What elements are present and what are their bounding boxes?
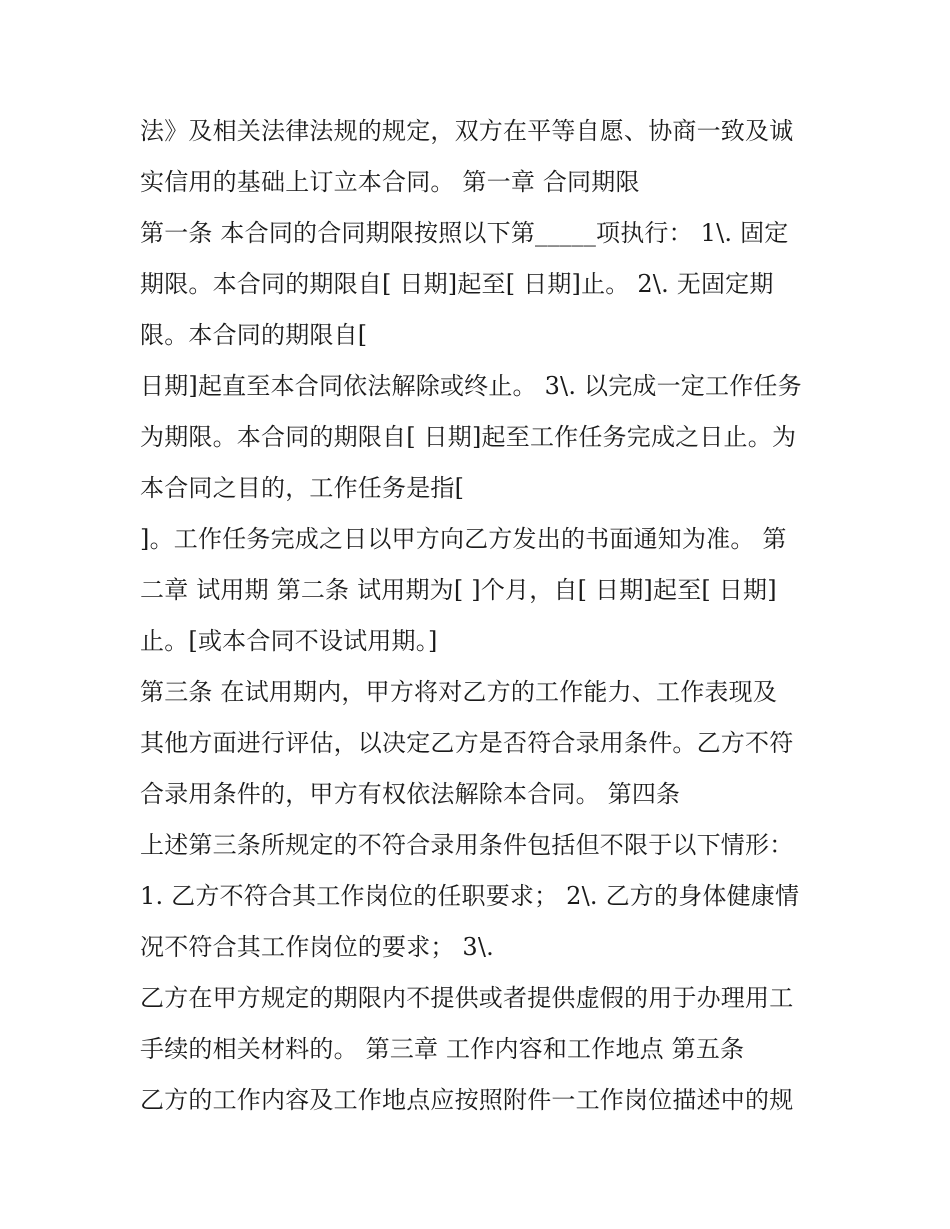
text-line: 本合同之目的，工作任务是指[: [140, 474, 465, 502]
text-line: 手续的相关材料的。 第三章 工作内容和工作地点 第五条: [140, 1035, 745, 1063]
text-line: 合录用条件的，甲方有权依法解除本合同。 第四条: [140, 780, 681, 808]
text-line: 止。[或本合同不设试用期。]: [140, 627, 438, 655]
text-line: 二章 试用期 第二条 试用期为[ ]个月，自[ 日期]起至[ 日期]: [140, 576, 777, 604]
text-line: ]。工作任务完成之日以甲方向乙方发出的书面通知为准。 第: [140, 525, 787, 553]
text-line: 法》及相关法律法规的规定，双方在平等自愿、协商一致及诚: [140, 117, 794, 145]
text-line: 期限。本合同的期限自[ 日期]起至[ 日期]止。 2\. 无固定期: [140, 270, 774, 298]
text-line: 上述第三条所规定的不符合录用条件包括但不限于以下情形：: [140, 831, 794, 859]
text-line: 其他方面进行评估，以决定乙方是否符合录用条件。乙方不符: [140, 729, 794, 757]
text-line: 第三条 在试用期内，甲方将对乙方的工作能力、工作表现及: [140, 678, 778, 706]
text-line: 实信用的基础上订立本合同。 第一章 合同期限: [140, 168, 640, 196]
text-line: 乙方在甲方规定的期限内不提供或者提供虚假的用于办理用工: [140, 984, 794, 1012]
text-line: 况不符合其工作岗位的要求； 3\.: [140, 933, 495, 961]
text-line: 日期]起直至本合同依法解除或终止。 3\. 以完成一定工作任务: [140, 372, 802, 400]
text-line: 为期限。本合同的期限自[ 日期]起至工作任务完成之日止。为: [140, 423, 797, 451]
text-line: 第一条 本合同的合同期限按照以下第_____项执行： 1\. 固定: [140, 219, 789, 247]
text-line: 1. 乙方不符合其工作岗位的任职要求； 2\. 乙方的身体健康情: [140, 882, 800, 910]
text-line: 乙方的工作内容及工作地点应按照附件一工作岗位描述中的规: [140, 1086, 794, 1114]
contract-body-text: [140, 106, 820, 1126]
text-line: 限。本合同的期限自[: [140, 321, 368, 349]
